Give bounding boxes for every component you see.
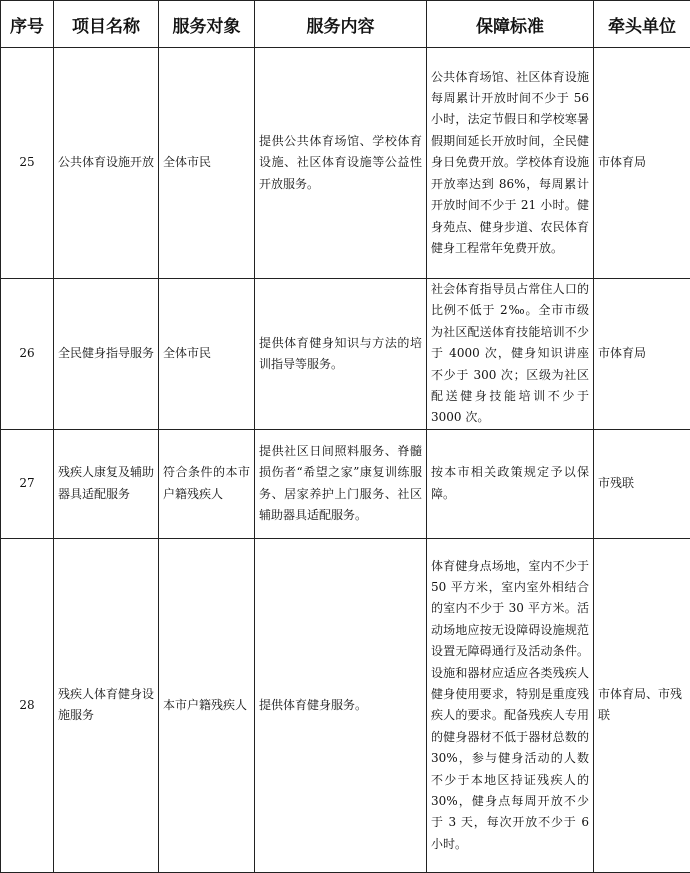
cell-lead: 市体育局 [594, 279, 690, 430]
table-row [1, 279, 690, 430]
table-row [1, 48, 690, 279]
header-lead: 牵头单位 [594, 1, 690, 48]
cell-target: 全体市民 [159, 48, 255, 279]
cell-lead: 市残联 [594, 429, 690, 538]
cell-target: 符合条件的本市户籍残疾人 [159, 429, 255, 538]
cell-seq: 28 [1, 538, 54, 872]
table-header-row [1, 1, 690, 48]
header-standard: 保障标准 [427, 1, 594, 48]
header-target: 服务对象 [159, 1, 255, 48]
cell-standard: 公共体育场馆、社区体育设施每周累计开放时间不少于 56 小时，法定节假日和学校寒暑假期间延长开放时间，全民健身日免费开放。学校体育设施开放率达到 86%，每周累计开放时间不少于 21 小时。健身苑点、健身步道、农民体育健身工程常年免费开放。 [427, 48, 594, 279]
cell-standard: 社会体育指导员占常住人口的比例不低于 2‰。全市市级为社区配送体育技能培训不少于 4000 次，健身知识讲座不少于 300 次；区级为社区配送健身技能培训不少于 3000 次。 [427, 279, 594, 430]
cell-content: 提供体育健身服务。 [255, 538, 427, 872]
table-row [1, 538, 690, 872]
cell-standard: 体育健身点场地，室内不少于 50 平方米，室内室外相结合的室内不少于 30 平方米。活动场地应按无设障碍设施规范设置无障碍通行及活动条件。设施和器材应适应各类残疾人健身使用要求，特别是重度残疾人的要求。配备残疾人专用的健身器材不低于器材总数的 30%，参与健身活动的人数不少于本地区持证残疾人的 30%，健身点每周开放不少于 3 天，每次开放不少于 6 小时。 [427, 538, 594, 872]
header-seq: 序号 [1, 1, 54, 48]
cell-lead: 市体育局 [594, 48, 690, 279]
cell-standard: 按本市相关政策规定予以保障。 [427, 429, 594, 538]
cell-content: 提供公共体育场馆、学校体育设施、社区体育设施等公益性开放服务。 [255, 48, 427, 279]
header-content: 服务内容 [255, 1, 427, 48]
cell-seq: 27 [1, 429, 54, 538]
cell-seq: 26 [1, 279, 54, 430]
cell-project: 残疾人康复及辅助器具适配服务 [54, 429, 159, 538]
cell-content: 提供社区日间照料服务、脊髓损伤者“希望之家”康复训练服务、居家养护上门服务、社区辅助器具适配服务。 [255, 429, 427, 538]
cell-target: 本市户籍残疾人 [159, 538, 255, 872]
cell-project: 残疾人体育健身设施服务 [54, 538, 159, 872]
table-row [1, 429, 690, 538]
cell-project: 全民健身指导服务 [54, 279, 159, 430]
cell-seq: 25 [1, 48, 54, 279]
cell-target: 全体市民 [159, 279, 255, 430]
cell-lead: 市体育局、市残联 [594, 538, 690, 872]
header-project: 项目名称 [54, 1, 159, 48]
cell-content: 提供体育健身知识与方法的培训指导等服务。 [255, 279, 427, 430]
cell-project: 公共体育设施开放 [54, 48, 159, 279]
